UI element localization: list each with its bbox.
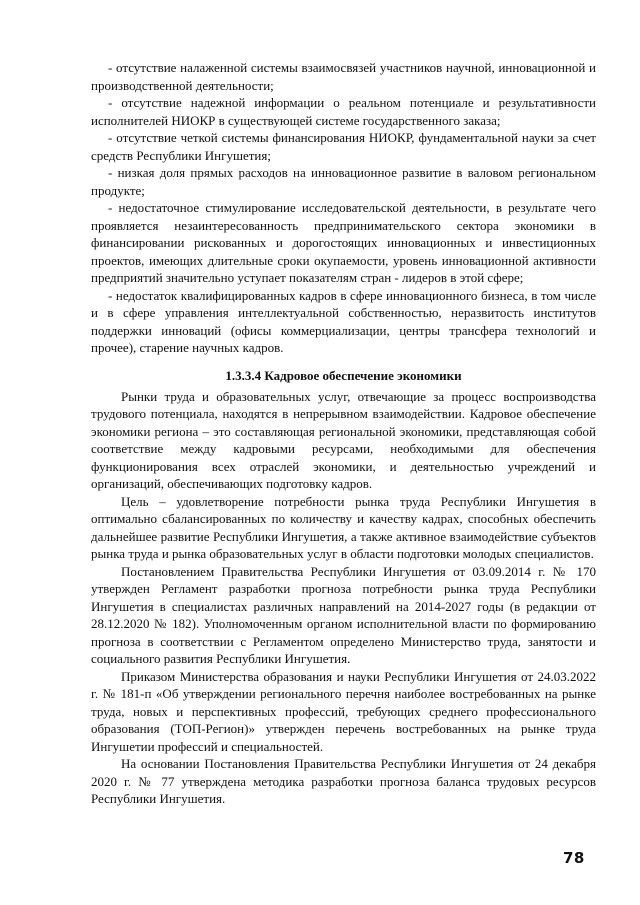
bullet-item-4: - низкая доля прямых расходов на инновационное развитие в валовом региональном продукте; [91, 165, 596, 198]
bullet-item-6: - недостаток квалифицированных кадров в сфере инновационного бизнеса, в том числе и в сфере управления интеллектуальной собственностью, неразвитость институтов поддержки инноваций (офисы коммерциализации, центры трансфера технологий и прочее), старение научных кадров. [91, 287, 596, 355]
section-heading: 1.3.3.4 Кадровое обеспечение экономики [225, 367, 462, 383]
bullet-item-2: - отсутствие надежной информации о реальном потенциале и результативности исполнителей НИОКР в существующей системе государственного заказа; [91, 95, 596, 128]
bullet-item-5: - недостаточное стимулирование исследовательской деятельности, в результате чего проявляется незаинтересованность предпринимательского сектора экономики в финансировании рискованных и дорогостоящих инновационных и инвестиционных проектов, имеющих длительные сроки окупаемости, уровень инновационной активности предприятий значительно уступает показателям стран - лидеров в этой сфере; [91, 200, 596, 285]
paragraph-regulation: Постановлением Правительства Республики Ингушетия от 03.09.2014 г. № 170 утвержден Регламент разработки прогноза потребности рынка труда Республики Ингушетия в специалистах различных направлений на 2014-2027 годы (в редакции от 28.12.2020 № 182). Уполномоченным органом исполнительной власти по формированию прогноза в соответствии с Регламентом определено Министерство труда, занятости и социального развития Республики Ингушетия. [91, 563, 596, 666]
paragraph-methodology: На основании Постановления Правительства Республики Ингушетия от 24 декабря 2020 г. № 77 утверждена методика разработки прогноза баланса трудовых ресурсов Республики Ингушетия. [91, 756, 596, 806]
bullet-item-1: - отсутствие налаженной системы взаимосвязей участников научной, инновационной и производственной деятельности; [91, 60, 596, 93]
paragraph-order: Приказом Министерства образования и науки Республики Ингушетия от 24.03.2022 г. № 181-п «Об утверждении регионального перечня наиболее востребованных на рынке труда, новых и перспективных профессий, требующих среднего профессионального образования (ТОП-Регион)» утвержден перечень востребованных на рынке труда Ингушетии профессий и специальностей. [91, 668, 596, 754]
page-number: 78 [563, 849, 585, 867]
paragraph-labor-market: Рынки труда и образовательных услуг, отвечающие за процесс воспроизводства трудового потенциала, находятся в непрерывном взаимодействии. Кадровое обеспечение экономики региона – это составляющая региональной экономики, представляющая собой соответствие между кадровыми ресурсами, необходимыми для обеспечения функционирования всех отраслей экономики, и деятельностью учреждений и организаций, обеспечивающих подготовку кадров. [91, 388, 596, 491]
paragraph-goal: Цель – удовлетворение потребности рынка труда Республики Ингушетия в оптимально сбалансированных по количеству и качеству кадрах, способных обеспечить дальнейшее развитие Республики Ингушетия, а также активное взаимодействие субъектов рынка труда и рынка образовательных услуг в области подготовки молодых специалистов. [91, 493, 596, 561]
document-page [91, 59, 596, 808]
bullet-item-3: - отсутствие четкой системы финансирования НИОКР, фундаментальной науки за счет средств Республики Ингушетия; [91, 130, 596, 163]
